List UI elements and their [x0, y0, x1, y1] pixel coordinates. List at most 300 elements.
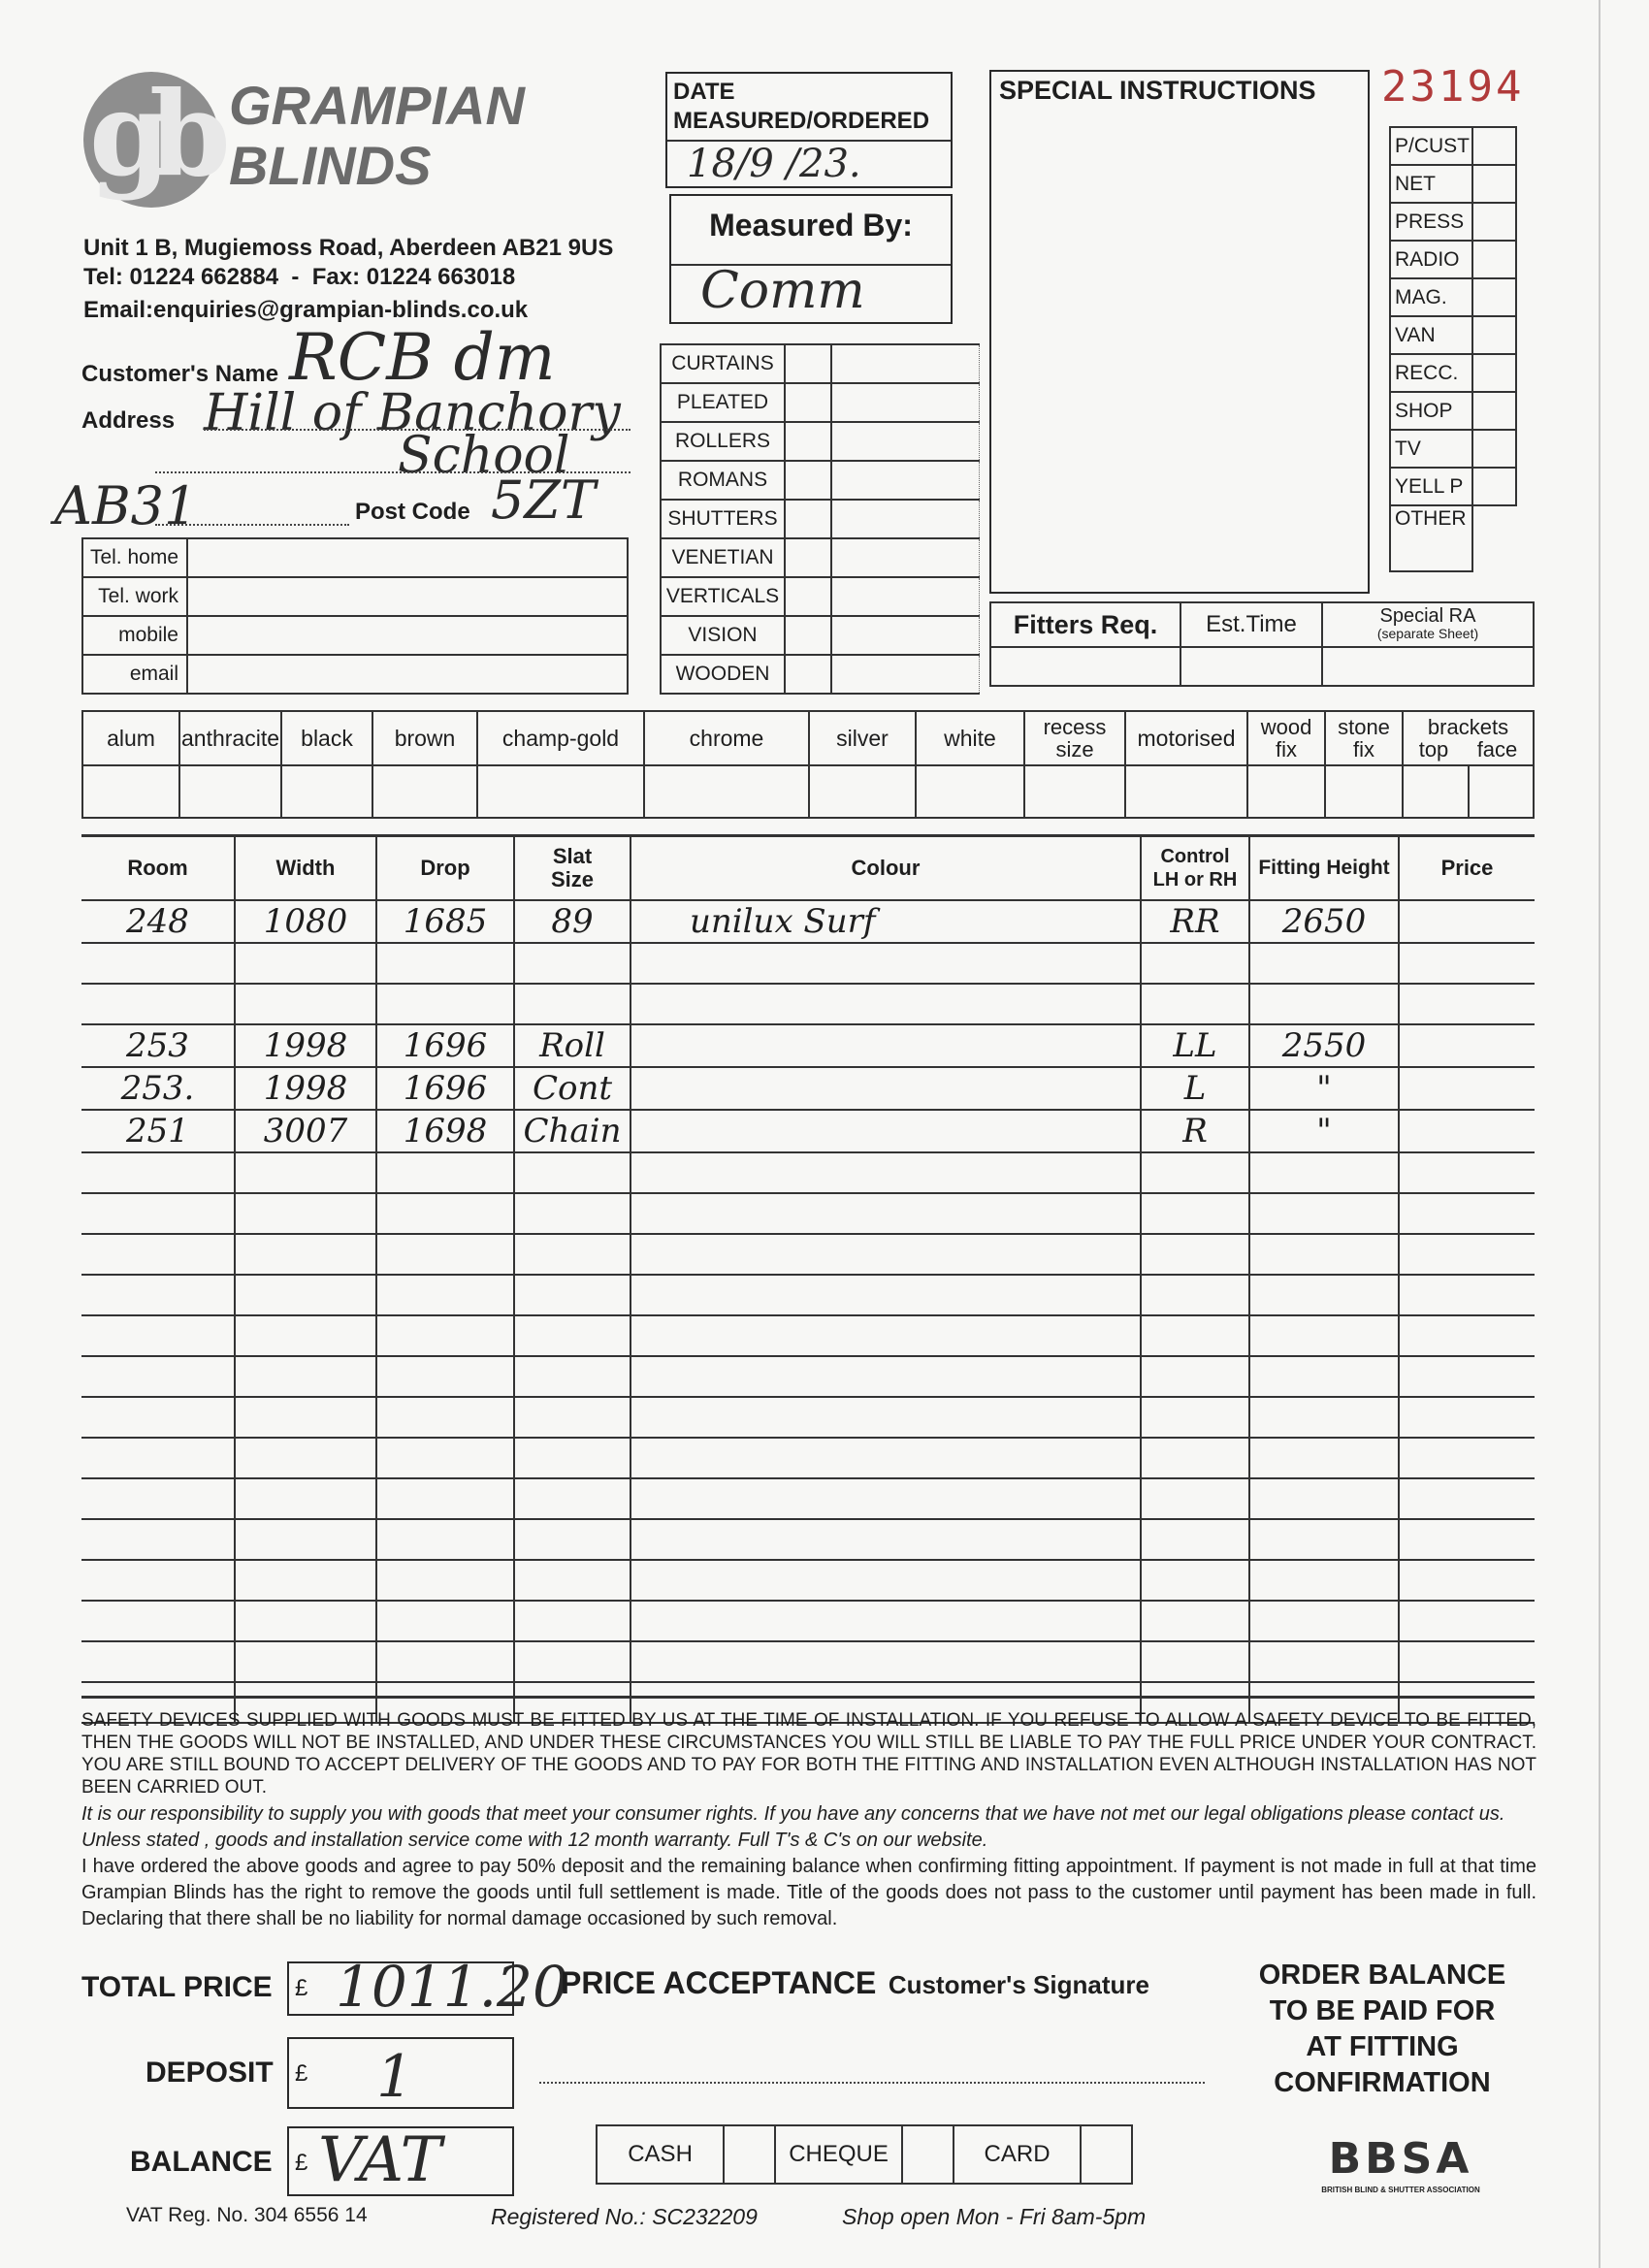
- contact-label: Tel. home: [82, 538, 187, 577]
- order-cell-height[interactable]: ": [1249, 1067, 1399, 1110]
- est-time-value[interactable]: [1180, 647, 1322, 686]
- order-cell-price[interactable]: [1399, 1560, 1535, 1601]
- finish-checkbox[interactable]: [644, 765, 809, 818]
- order-cell-price[interactable]: [1399, 1152, 1535, 1193]
- order-cell-drop[interactable]: [376, 1641, 514, 1682]
- source-checkbox[interactable]: [1472, 165, 1516, 203]
- source-row: [1390, 505, 1516, 571]
- date-value[interactable]: 18/9 /23.: [687, 142, 861, 186]
- order-cell-room[interactable]: [81, 1601, 235, 1641]
- contact-field[interactable]: [187, 655, 628, 694]
- order-cell-height[interactable]: [1249, 1438, 1399, 1478]
- stone-fix-header-line1: stone: [1338, 715, 1390, 739]
- order-cell-price[interactable]: [1399, 900, 1535, 943]
- order-cell-control[interactable]: [1141, 1193, 1249, 1234]
- order-cell-height[interactable]: 2550: [1249, 1024, 1399, 1067]
- order-cell-room[interactable]: 251: [81, 1110, 235, 1152]
- order-row: [81, 1397, 1535, 1438]
- order-cell-slat[interactable]: [514, 1438, 630, 1478]
- order-cell-colour[interactable]: [630, 1397, 1141, 1438]
- order-cell-control[interactable]: [1141, 984, 1249, 1024]
- order-cell-height[interactable]: [1249, 1315, 1399, 1356]
- order-cell-drop[interactable]: [376, 1438, 514, 1478]
- deposit-label: DEPOSIT: [146, 2057, 274, 2089]
- order-cell-slat[interactable]: [514, 1397, 630, 1438]
- order-cell-drop[interactable]: 1698: [376, 1110, 514, 1152]
- payment-method-checkbox[interactable]: [902, 2125, 954, 2184]
- order-cell-drop[interactable]: [376, 1478, 514, 1519]
- order-row: [81, 1234, 1535, 1275]
- order-cell-height[interactable]: [1249, 1234, 1399, 1275]
- finish-header: silver: [809, 711, 916, 765]
- source-row: [1390, 316, 1516, 354]
- fitters-table: [989, 601, 1535, 687]
- order-cell-price[interactable]: [1399, 1110, 1535, 1152]
- brackets-face: face: [1476, 737, 1518, 761]
- order-cell-price[interactable]: [1399, 1397, 1535, 1438]
- order-cell-colour[interactable]: [630, 1601, 1141, 1641]
- order-cell-control[interactable]: [1141, 1397, 1249, 1438]
- order-cell-width[interactable]: 1080: [235, 900, 376, 943]
- signature-line[interactable]: [539, 2082, 1205, 2084]
- blind-type-row: [661, 461, 980, 500]
- blind-type-row: [661, 383, 980, 422]
- order-cell-price[interactable]: [1399, 1067, 1535, 1110]
- balance-value[interactable]: VAT: [318, 2124, 442, 2196]
- blind-type-checkbox[interactable]: [785, 422, 831, 461]
- header-control-line2: LH or RH: [1152, 868, 1238, 891]
- order-cell-price[interactable]: [1399, 1519, 1535, 1560]
- terms-rights: It is our responsibility to supply you with goods that meet your consumer rights. If you have any concerns that we have not met our legal obligations please contact us. Unless stated , goods and installation service come with 12 month warranty. Full T's & C's on our website.: [81, 1803, 1505, 1851]
- total-price-value[interactable]: 1011.20: [336, 1954, 568, 2020]
- order-row: [81, 900, 1535, 943]
- customer-name-value[interactable]: RCB dm: [289, 320, 556, 395]
- order-cell-colour[interactable]: unilux Surf: [630, 900, 1141, 943]
- order-cell-slat[interactable]: [514, 984, 630, 1024]
- order-cell-price[interactable]: [1399, 1315, 1535, 1356]
- order-cell-price[interactable]: [1399, 1193, 1535, 1234]
- address-line2[interactable]: School: [398, 427, 570, 485]
- blind-type-row: [661, 577, 980, 616]
- order-cell-width[interactable]: 3007: [235, 1110, 376, 1152]
- order-cell-drop[interactable]: [376, 1560, 514, 1601]
- brackets-top-checkbox[interactable]: [1403, 765, 1468, 818]
- order-cell-slat[interactable]: Chain: [514, 1110, 630, 1152]
- source-checkbox[interactable]: [1472, 430, 1516, 468]
- order-cell-control[interactable]: [1141, 943, 1249, 984]
- shop-hours: Shop open Mon - Fri 8am-5pm: [842, 2204, 1147, 2229]
- order-cell-height[interactable]: [1249, 1478, 1399, 1519]
- order-cell-slat[interactable]: [514, 1275, 630, 1315]
- order-balance-line1: ORDER BALANCE: [1258, 1960, 1506, 1991]
- header-control: [1141, 836, 1249, 900]
- order-row: [81, 1478, 1535, 1519]
- blind-type-notes[interactable]: [831, 422, 980, 461]
- order-cell-colour[interactable]: [630, 1152, 1141, 1193]
- header-slat-size: [514, 836, 630, 900]
- order-cell-drop[interactable]: [376, 1152, 514, 1193]
- postcode-value[interactable]: 5ZT: [491, 470, 596, 531]
- source-label: PRESS: [1390, 203, 1472, 241]
- order-cell-room[interactable]: [81, 984, 235, 1024]
- source-checkbox[interactable]: [1472, 392, 1516, 430]
- motorised-checkbox[interactable]: [1125, 765, 1247, 818]
- source-row: [1390, 278, 1516, 316]
- order-cell-height[interactable]: [1249, 1193, 1399, 1234]
- order-cell-width[interactable]: [235, 943, 376, 984]
- blind-type-notes[interactable]: [831, 616, 980, 655]
- wood-fix-header-line2: fix: [1276, 737, 1298, 761]
- order-cell-width[interactable]: [235, 1641, 376, 1682]
- order-cell-room[interactable]: 248: [81, 900, 235, 943]
- special-ra-value[interactable]: [1322, 647, 1534, 686]
- blind-type-notes[interactable]: [831, 655, 980, 694]
- order-cell-width[interactable]: [235, 984, 376, 1024]
- order-cell-width[interactable]: 1998: [235, 1024, 376, 1067]
- order-cell-height[interactable]: 2650: [1249, 900, 1399, 943]
- order-cell-slat[interactable]: [514, 1560, 630, 1601]
- order-cell-height[interactable]: [1249, 1397, 1399, 1438]
- order-cell-colour[interactable]: [630, 1275, 1141, 1315]
- source-label: MAG.: [1390, 278, 1472, 316]
- payment-method-checkbox[interactable]: [1081, 2125, 1132, 2184]
- order-cell-slat[interactable]: [514, 1601, 630, 1641]
- blind-type-notes[interactable]: [831, 461, 980, 500]
- order-cell-width[interactable]: [235, 1438, 376, 1478]
- payment-method-checkbox[interactable]: [724, 2125, 775, 2184]
- order-cell-height[interactable]: [1249, 1152, 1399, 1193]
- order-cell-price[interactable]: [1399, 1438, 1535, 1478]
- order-cell-room[interactable]: [81, 1641, 235, 1682]
- finish-checkbox[interactable]: [179, 765, 281, 818]
- order-cell-room[interactable]: [81, 1356, 235, 1397]
- source-label: NET: [1390, 165, 1472, 203]
- source-checkbox[interactable]: [1472, 241, 1516, 278]
- order-cell-price[interactable]: [1399, 1356, 1535, 1397]
- deposit-value[interactable]: 1: [376, 2043, 414, 2111]
- contact-table: [81, 537, 629, 695]
- order-cell-colour[interactable]: [630, 1519, 1141, 1560]
- order-cell-height[interactable]: ": [1249, 1110, 1399, 1152]
- order-cell-height[interactable]: [1249, 943, 1399, 984]
- blind-type-checkbox[interactable]: [785, 461, 831, 500]
- header-room: Room: [81, 836, 235, 900]
- order-cell-colour[interactable]: [630, 1024, 1141, 1067]
- finish-checkbox[interactable]: [477, 765, 644, 818]
- source-checkbox[interactable]: [1472, 278, 1516, 316]
- order-cell-slat[interactable]: Cont: [514, 1067, 630, 1110]
- order-cell-control[interactable]: RR: [1141, 900, 1249, 943]
- blind-type-checkbox[interactable]: [785, 577, 831, 616]
- finish-checkbox[interactable]: [281, 765, 372, 818]
- wood-fix-header: [1247, 711, 1325, 765]
- header-width: Width: [235, 836, 376, 900]
- order-cell-drop[interactable]: [376, 943, 514, 984]
- finish-checkbox[interactable]: [916, 765, 1024, 818]
- order-cell-drop[interactable]: [376, 1519, 514, 1560]
- order-cell-colour[interactable]: [630, 1193, 1141, 1234]
- source-row: [1390, 127, 1516, 165]
- company-logo: [83, 66, 219, 208]
- order-cell-control[interactable]: [1141, 1315, 1249, 1356]
- finish-checkbox[interactable]: [372, 765, 477, 818]
- blind-type-checkbox[interactable]: [785, 616, 831, 655]
- order-cell-price[interactable]: [1399, 1024, 1535, 1067]
- contact-label: Tel. work: [82, 577, 187, 616]
- order-cell-colour[interactable]: [630, 1641, 1141, 1682]
- contact-field[interactable]: [187, 577, 628, 616]
- source-checkbox[interactable]: [1472, 127, 1516, 165]
- source-checkbox[interactable]: [1472, 203, 1516, 241]
- blind-type-label: WOODEN: [661, 655, 785, 694]
- blind-type-checkbox[interactable]: [785, 655, 831, 694]
- order-cell-control[interactable]: [1141, 1438, 1249, 1478]
- order-cell-slat[interactable]: [514, 1193, 630, 1234]
- contact-field[interactable]: [187, 616, 628, 655]
- order-cell-height[interactable]: [1249, 1356, 1399, 1397]
- order-cell-colour[interactable]: [630, 1356, 1141, 1397]
- company-email: Email:enquiries@grampian-blinds.co.uk: [83, 297, 529, 323]
- order-cell-width[interactable]: [235, 1152, 376, 1193]
- blind-type-row: [661, 538, 980, 577]
- fitters-req-value[interactable]: [990, 647, 1180, 686]
- blind-type-label: ROLLERS: [661, 422, 785, 461]
- header-slat-line2: Size: [550, 866, 595, 891]
- order-cell-width[interactable]: [235, 1478, 376, 1519]
- order-cell-price[interactable]: [1399, 984, 1535, 1024]
- order-cell-colour[interactable]: [630, 1438, 1141, 1478]
- blind-type-notes[interactable]: [831, 538, 980, 577]
- order-cell-colour[interactable]: [630, 943, 1141, 984]
- order-cell-control[interactable]: L: [1141, 1067, 1249, 1110]
- blind-type-notes[interactable]: [831, 577, 980, 616]
- order-cell-drop[interactable]: 1696: [376, 1067, 514, 1110]
- blind-type-checkbox[interactable]: [785, 538, 831, 577]
- order-cell-room[interactable]: [81, 1275, 235, 1315]
- order-cell-slat[interactable]: [514, 1478, 630, 1519]
- order-cell-height[interactable]: [1249, 1519, 1399, 1560]
- order-cell-price[interactable]: [1399, 1601, 1535, 1641]
- order-row: [81, 1438, 1535, 1478]
- order-cell-room[interactable]: 253.: [81, 1067, 235, 1110]
- blind-type-notes[interactable]: [831, 383, 980, 422]
- order-cell-drop[interactable]: [376, 1234, 514, 1275]
- stone-fix-header-line2: fix: [1353, 737, 1375, 761]
- stone-fix-checkbox[interactable]: [1325, 765, 1403, 818]
- source-checkbox[interactable]: [1472, 505, 1516, 571]
- order-cell-room[interactable]: [81, 1397, 235, 1438]
- address-line1[interactable]: Hill of Banchory: [204, 384, 621, 442]
- contact-row: [82, 616, 628, 655]
- address-line3[interactable]: AB31: [54, 475, 198, 536]
- source-checkbox[interactable]: [1472, 468, 1516, 505]
- order-cell-colour[interactable]: [630, 1478, 1141, 1519]
- order-cell-width[interactable]: [235, 1397, 376, 1438]
- order-row: [81, 1356, 1535, 1397]
- order-row: [81, 1641, 1535, 1682]
- blind-type-checkbox[interactable]: [785, 500, 831, 538]
- order-cell-room[interactable]: [81, 1234, 235, 1275]
- order-cell-control[interactable]: R: [1141, 1110, 1249, 1152]
- blind-type-row: [661, 616, 980, 655]
- payment-method-label: CARD: [954, 2125, 1081, 2184]
- order-cell-drop[interactable]: [376, 1601, 514, 1641]
- blind-type-notes[interactable]: [831, 500, 980, 538]
- blind-type-checkbox[interactable]: [785, 383, 831, 422]
- source-checkbox[interactable]: [1472, 354, 1516, 392]
- order-cell-width[interactable]: [235, 1356, 376, 1397]
- order-cell-slat[interactable]: [514, 943, 630, 984]
- order-cell-colour[interactable]: [630, 1560, 1141, 1601]
- order-cell-control[interactable]: [1141, 1519, 1249, 1560]
- order-row: [81, 1601, 1535, 1641]
- order-cell-control[interactable]: [1141, 1234, 1249, 1275]
- finish-header: champ-gold: [477, 711, 644, 765]
- contact-row: [82, 538, 628, 577]
- contact-field[interactable]: [187, 538, 628, 577]
- order-cell-room[interactable]: [81, 1560, 235, 1601]
- order-row: [81, 1560, 1535, 1601]
- registered-number: Registered No.: SC232209: [491, 2204, 758, 2229]
- order-cell-colour[interactable]: [630, 1234, 1141, 1275]
- finish-checkbox[interactable]: [809, 765, 916, 818]
- blind-type-row: [661, 344, 980, 383]
- order-cell-control[interactable]: [1141, 1478, 1249, 1519]
- payment-methods: [596, 2124, 1133, 2185]
- order-cell-width[interactable]: 1998: [235, 1067, 376, 1110]
- order-cell-width[interactable]: [235, 1315, 376, 1356]
- order-cell-height[interactable]: [1249, 1560, 1399, 1601]
- special-instructions-box: [989, 70, 1370, 594]
- recess-size-header-line2: size: [1055, 737, 1094, 761]
- order-cell-room[interactable]: 253: [81, 1024, 235, 1067]
- order-cell-drop[interactable]: [376, 1356, 514, 1397]
- contact-label: email: [82, 655, 187, 694]
- order-cell-control[interactable]: LL: [1141, 1024, 1249, 1067]
- order-cell-price[interactable]: [1399, 943, 1535, 984]
- order-cell-width[interactable]: [235, 1519, 376, 1560]
- order-cell-colour[interactable]: [630, 1110, 1141, 1152]
- wood-fix-checkbox[interactable]: [1247, 765, 1325, 818]
- order-cell-drop[interactable]: 1685: [376, 900, 514, 943]
- order-cell-room[interactable]: [81, 1478, 235, 1519]
- order-cell-slat[interactable]: [514, 1356, 630, 1397]
- recess-size-header-line1: recess: [1043, 715, 1107, 739]
- recess-size-field[interactable]: [1024, 765, 1125, 818]
- order-cell-height[interactable]: [1249, 1601, 1399, 1641]
- contact-label: mobile: [82, 616, 187, 655]
- order-cell-slat[interactable]: [514, 1641, 630, 1682]
- order-cell-width[interactable]: [235, 1275, 376, 1315]
- brackets-sub: [1405, 738, 1532, 761]
- finish-header: chrome: [644, 711, 809, 765]
- order-cell-room[interactable]: [81, 1193, 235, 1234]
- price-acceptance-label: [561, 1965, 1149, 2001]
- order-cell-height[interactable]: [1249, 984, 1399, 1024]
- recess-size-header: [1024, 711, 1125, 765]
- order-cell-drop[interactable]: [376, 1193, 514, 1234]
- finish-header: white: [916, 711, 1024, 765]
- order-cell-width[interactable]: [235, 1234, 376, 1275]
- contact-row: [82, 577, 628, 616]
- order-cell-colour[interactable]: [630, 984, 1141, 1024]
- brackets-header: [1403, 711, 1534, 765]
- blind-type-checkbox[interactable]: [785, 344, 831, 383]
- measured-by-value[interactable]: Comm: [700, 262, 865, 320]
- date-box: [665, 72, 953, 188]
- order-cell-room[interactable]: [81, 943, 235, 984]
- brackets-face-checkbox[interactable]: [1469, 765, 1535, 818]
- order-cell-room[interactable]: [81, 1315, 235, 1356]
- order-cell-width[interactable]: [235, 1193, 376, 1234]
- finish-table: [81, 710, 1535, 819]
- special-ra-title: Special RA: [1379, 605, 1476, 627]
- order-cell-control[interactable]: [1141, 1356, 1249, 1397]
- order-balance-notice: [1232, 1958, 1533, 2101]
- payment-method-label: CASH: [597, 2125, 724, 2184]
- order-cell-price[interactable]: [1399, 1478, 1535, 1519]
- order-cell-control[interactable]: [1141, 1560, 1249, 1601]
- order-cell-drop[interactable]: [376, 1315, 514, 1356]
- order-cell-room[interactable]: [81, 1438, 235, 1478]
- order-cell-width[interactable]: [235, 1560, 376, 1601]
- order-cell-slat[interactable]: [514, 1234, 630, 1275]
- wood-fix-header-line1: wood: [1260, 715, 1312, 739]
- blind-type-notes[interactable]: [831, 344, 980, 383]
- blind-type-row: [661, 655, 980, 694]
- special-ra-note: (separate Sheet): [1376, 626, 1479, 641]
- order-cell-slat[interactable]: 89: [514, 900, 630, 943]
- order-cell-control[interactable]: [1141, 1601, 1249, 1641]
- order-cell-control[interactable]: [1141, 1275, 1249, 1315]
- finish-checkbox[interactable]: [82, 765, 179, 818]
- source-label: YELL P: [1390, 468, 1472, 505]
- blind-type-row: [661, 422, 980, 461]
- order-cell-price[interactable]: [1399, 1234, 1535, 1275]
- order-cell-drop[interactable]: 1696: [376, 1024, 514, 1067]
- source-list: [1389, 126, 1517, 572]
- order-cell-room[interactable]: [81, 1519, 235, 1560]
- order-cell-drop[interactable]: [376, 1397, 514, 1438]
- source-checkbox[interactable]: [1472, 316, 1516, 354]
- order-cell-price[interactable]: [1399, 1275, 1535, 1315]
- order-cell-colour[interactable]: [630, 1315, 1141, 1356]
- order-cell-slat[interactable]: [514, 1152, 630, 1193]
- order-cell-room[interactable]: [81, 1152, 235, 1193]
- order-cell-colour[interactable]: [630, 1067, 1141, 1110]
- order-cell-slat[interactable]: [514, 1315, 630, 1356]
- order-cell-width[interactable]: [235, 1601, 376, 1641]
- order-cell-slat[interactable]: [514, 1519, 630, 1560]
- order-cell-price[interactable]: [1399, 1641, 1535, 1682]
- order-cell-drop[interactable]: [376, 984, 514, 1024]
- header-drop: Drop: [376, 836, 514, 900]
- header-price: Price: [1399, 836, 1535, 900]
- logo-letters: gb: [89, 66, 210, 203]
- source-row: [1390, 354, 1516, 392]
- header-fitting-height: Fitting Height: [1249, 836, 1399, 900]
- company-address: Unit 1 B, Mugiemoss Road, Aberdeen AB21 9US: [83, 235, 614, 261]
- order-cell-height[interactable]: [1249, 1641, 1399, 1682]
- deposit-box: [287, 2037, 514, 2109]
- order-cell-control[interactable]: [1141, 1641, 1249, 1682]
- blind-type-label: CURTAINS: [661, 344, 785, 383]
- order-cell-height[interactable]: [1249, 1275, 1399, 1315]
- order-cell-slat[interactable]: Roll: [514, 1024, 630, 1067]
- order-cell-drop[interactable]: [376, 1275, 514, 1315]
- source-label: P/CUST: [1390, 127, 1472, 165]
- order-cell-control[interactable]: [1141, 1152, 1249, 1193]
